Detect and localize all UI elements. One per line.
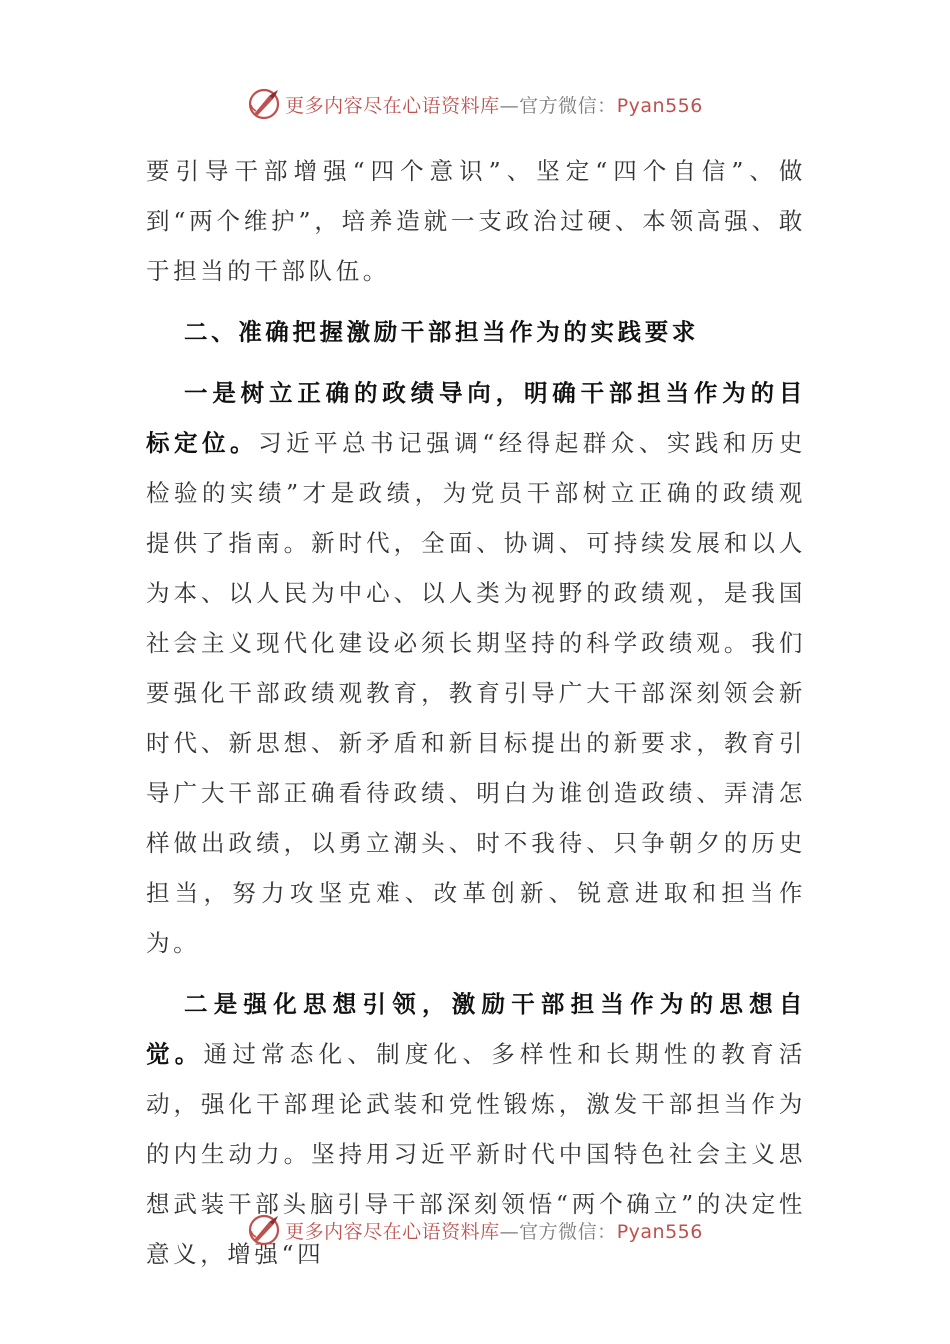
banner-wechat-id: Pyan556 [616, 94, 703, 117]
point-two-lead: 二是强化思想引领，激励干部担当作为的思想自觉。 [146, 990, 806, 1068]
section-heading: 二、准确把握激励干部担当作为的实践要求 [184, 318, 699, 346]
banner-wechat-id: Pyan556 [616, 1220, 703, 1243]
banner-title: 更多内容尽在心语资料库 [285, 1220, 500, 1243]
document-body [146, 146, 806, 1279]
footer-banner [0, 1210, 950, 1250]
banner-subtitle: —官方微信： [499, 1220, 617, 1243]
quill-pen-logo-icon [247, 87, 281, 121]
banner-title: 更多内容尽在心语资料库 [285, 94, 500, 117]
point-one-paragraph [146, 368, 806, 968]
point-one-text: 习近平总书记强调“经得起群众、实践和历史检验的实绩”才是政绩，为党员干部树立正确的政绩观提供了指南。新时代，全面、协调、可持续发展和以人为本、以人民为中心、以人类为视野的政绩观，是我国社会主义现代化建设必须长期坚持的科学政绩观。我们要强化干部政绩观教育，教育引导广大干部深刻领会新时代、新思想、新矛盾和新目标提出的新要求，教育引导广大干部正确看待政绩、明白为谁创造政绩、弄清怎样做出政绩，以勇立潮头、时不我待、只争朝夕的历史担当，努力攻坚克难、改革创新、锐意进取和担当作为。 [146, 429, 807, 957]
quill-pen-logo-icon [247, 1213, 281, 1247]
point-two-text: 通过常态化、制度化、多样性和长期性的教育活动，强化干部理论武装和党性锻炼，激发干部担当作为的内生动力。坚持用习近平新时代中国特色社会主义思想武装干部头脑引导干部深刻领悟“两个确立”的决定性意义，增强“四 [146, 1040, 806, 1268]
header-banner [0, 84, 950, 124]
point-one-lead: 一是树立正确的政绩导向，明确干部担当作为的目标定位。 [146, 379, 806, 457]
banner-subtitle: —官方微信： [499, 94, 617, 117]
intro-paragraph: 要引导干部增强“四个意识”、坚定“四个自信”、做到“两个维护”，培养造就一支政治过硬、本领高强、敢于担当的干部队伍。 [146, 157, 806, 285]
